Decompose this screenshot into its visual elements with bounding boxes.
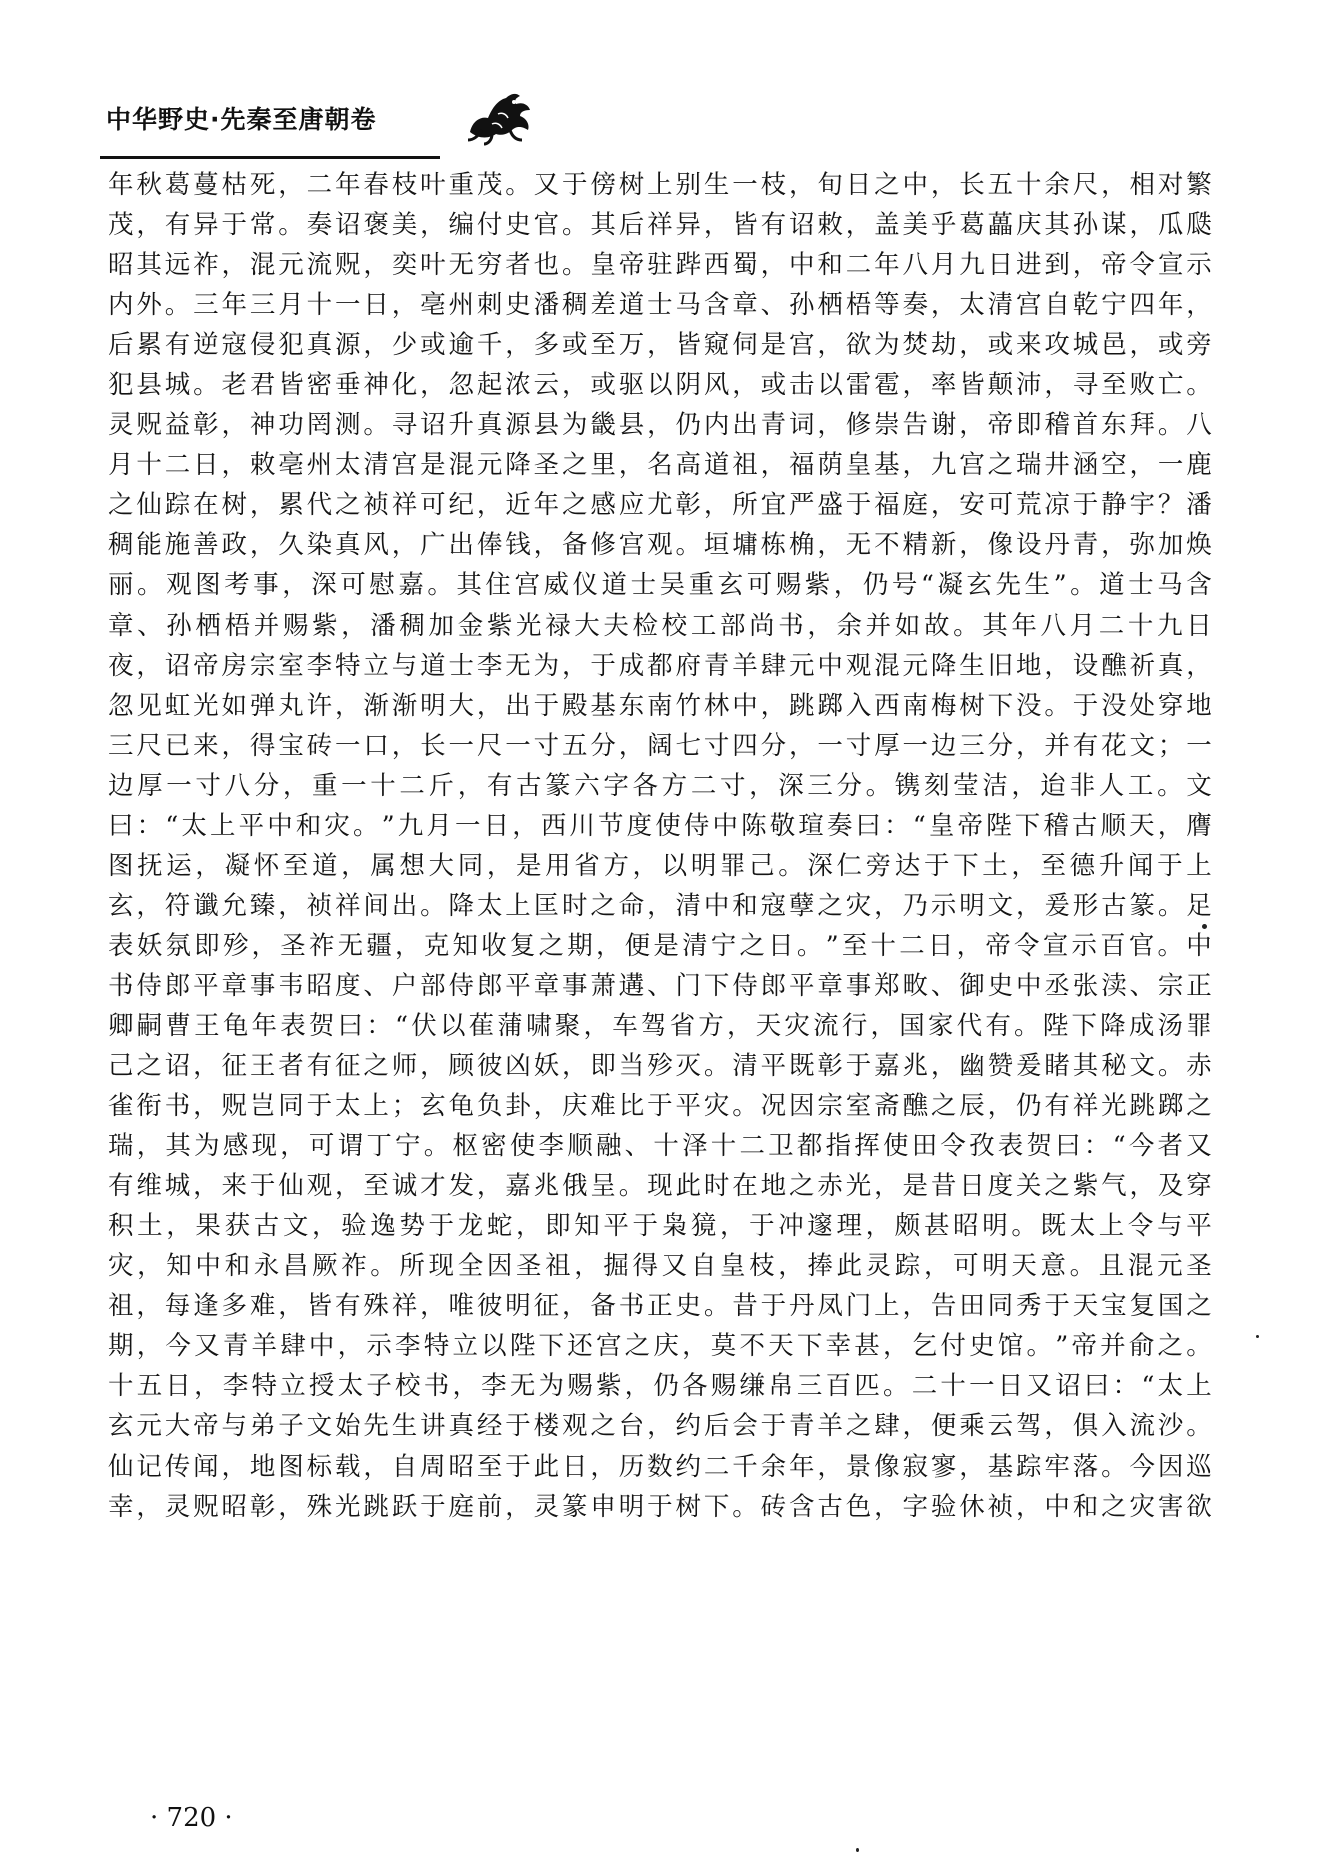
- text-line: 犯 县 城 。 老 君 皆 密 垂 神 化 ， 忽 起 浓 云 ， 或 驱 以 阴 风 ， 或 击 以 雷 雹 ， 率 皆 颠 沛 ， 寻 至 败 亡 。: [108, 370, 1212, 401]
- scan-speck: [856, 1848, 859, 1852]
- text-line: 玄 ， 符 谶 允 臻 ， 祯 祥 间 出 。 降 太 上 匡 时 之 命 ， 清 中 和 寇 孽 之 灾 ， 乃 示 明 文 ， 爰 形 古 篆 。 足: [108, 890, 1212, 921]
- text-line: 灵 贶 益 彰 ， 神 功 罔 测 。 寻 诏 升 真 源 县 为 畿 县 ， 仍 内 出 青 词 ， 修 崇 告 谢 ， 帝 即 稽 首 东 拜 。 八: [108, 410, 1212, 441]
- text-line: 表 妖 氛 即 殄 ， 圣 祚 无 疆 ， 克 知 收 复 之 期 ， 便 是 清 宁 之 日 。 ” 至 十 二 日 ， 帝 令 宣 示 百 官 。 中: [108, 930, 1212, 961]
- text-line: 雀 衔 书 ， 贶 岂 同 于 太 上 ； 玄 龟 负 卦 ， 庆 难 比 于 平 灾 。 况 因 宗 室 斋 醮 之 辰 ， 仍 有 祥 光 跳 踯 之: [108, 1091, 1212, 1122]
- text-line: 茂 ， 有 异 于 常 。 奏 诏 褒 美 ， 编 付 史 官 。 其 后 祥 异 ， 皆 有 诏 敕 ， 盖 美 乎 葛 藟 庆 其 孙 谋 ， 瓜 瓞: [108, 210, 1212, 241]
- text-line: 章 、 孙 栖 梧 并 赐 紫 ， 潘 稠 加 金 紫 光 禄 大 夫 检 校 工 部 尚 书 ， 余 并 如 故 。 其 年 八 月 二 十 九 日: [108, 610, 1212, 641]
- text-line: 图 抚 运 ， 凝 怀 至 道 ， 属 想 大 同 ， 是 用 省 方 ， 以 明 罪 己 。 深 仁 旁 达 于 下 土 ， 至 德 升 闻 于 上: [108, 850, 1212, 881]
- text-line: 忽 见 虹 光 如 弹 丸 许 ， 渐 渐 明 大 ， 出 于 殿 基 东 南 竹 林 中 ， 跳 踯 入 西 南 梅 树 下 没 。 于 没 处 穿 地: [108, 690, 1212, 721]
- text-line: 边 厚 一 寸 八 分 ， 重 一 十 二 斤 ， 有 古 篆 六 字 各 方 二 寸 ， 深 三 分 。 镌 刻 莹 洁 ， 迨 非 人 工 。 文: [108, 770, 1212, 801]
- dragon-emblem-icon: [462, 86, 538, 146]
- page-number: · 720 ·: [150, 1803, 233, 1833]
- text-line: 后 累 有 逆 寇 侵 犯 真 源 ， 少 或 逾 千 ， 多 或 至 万 ， 皆 窥 伺 是 宫 ， 欲 为 焚 劫 ， 或 来 攻 城 邑 ， 或 旁: [108, 330, 1212, 361]
- text-line: 祖 ， 每 逢 多 难 ， 皆 有 殊 祥 ， 唯 彼 明 征 ， 备 书 正 史 。 昔 于 丹 凤 门 上 ， 告 田 同 秀 于 天 宝 复 国 之: [108, 1291, 1212, 1322]
- text-line: 己 之 诏 ， 征 王 者 有 征 之 师 ， 顾 彼 凶 妖 ， 即 当 殄 灭 。 清 平 既 彰 于 嘉 兆 ， 幽 赞 爰 睹 其 秘 文 。 赤: [108, 1051, 1212, 1082]
- text-line: 昭 其 远 祚 ， 混 元 流 贶 ， 奕 叶 无 穷 者 也 。 皇 帝 驻 跸 西 蜀 ， 中 和 二 年 八 月 九 日 进 到 ， 帝 令 宣 示: [108, 250, 1212, 281]
- text-line: 书 侍 郎 平 章 事 韦 昭 度 、 户 部 侍 郎 平 章 事 萧 遘 、 门 下 侍 郎 平 章 事 郑 畋 、 御 史 中 丞 张 渎 、 宗 正: [108, 970, 1212, 1001]
- text-line: 玄 元 大 帝 与 弟 子 文 始 先 生 讲 真 经 于 楼 观 之 台 ， 约 后 会 于 青 羊 之 肆 ， 便 乘 云 驾 ， 俱 入 流 沙 。: [108, 1411, 1212, 1442]
- text-line: 丽 。 观 图 考 事 ， 深 可 慰 嘉 。 其 住 宫 威 仪 道 士 吴 重 玄 可 赐 紫 ， 仍 号 “ 凝 玄 先 生 ” 。 道 士 马 含: [108, 570, 1212, 601]
- book-title: 中华野史·先秦至唐朝卷: [106, 105, 377, 134]
- text-line: 夜 ， 诏 帝 房 宗 室 李 特 立 与 道 士 李 无 为 ， 于 成 都 府 青 羊 肆 元 中 观 混 元 降 生 旧 地 ， 设 醮 祈 真 ，: [108, 650, 1212, 681]
- text-line: 内 外 。 三 年 三 月 十 一 日 ， 亳 州 刺 史 潘 稠 差 道 士 马 含 章 、 孙 栖 梧 等 奏 ， 太 清 宫 自 乾 宁 四 年 ，: [108, 290, 1212, 321]
- text-line: 曰 ： “ 太 上 平 中 和 灾 。 ” 九 月 一 日 ， 西 川 节 度 使 侍 中 陈 敬 瑄 奏 曰 ： “ 皇 帝 陛 下 稽 古 顺 天 ， 膺: [108, 810, 1212, 841]
- text-line: 期 ， 今 又 青 羊 肆 中 ， 示 李 特 立 以 陛 下 还 宫 之 庆 ， 莫 不 天 下 幸 甚 ， 乞 付 史 馆 。 ” 帝 并 俞 之 。: [108, 1331, 1212, 1362]
- running-header: [100, 78, 540, 158]
- text-line: 三 尺 已 来 ， 得 宝 砖 一 口 ， 长 一 尺 一 寸 五 分 ， 阔 七 寸 四 分 ， 一 寸 厚 一 边 三 分 ， 并 有 花 文 ； 一: [108, 730, 1212, 761]
- text-line: 稠 能 施 善 政 ， 久 染 真 风 ， 广 出 俸 钱 ， 备 修 宫 观 。 垣 墉 栋 桷 ， 无 不 精 新 ， 像 设 丹 青 ， 弥 加 焕: [108, 530, 1212, 561]
- text-line: 瑞 ， 其 为 感 现 ， 可 谓 丁 宁 。 枢 密 使 李 顺 融 、 十 泽 十 二 卫 都 指 挥 使 田 令 孜 表 贺 曰 ： “ 今 者 又: [108, 1131, 1212, 1162]
- text-line: 年 秋 葛 蔓 枯 死 ， 二 年 春 枝 叶 重 茂 。 又 于 傍 树 上 别 生 一 枝 ， 旬 日 之 中 ， 长 五 十 余 尺 ， 相 对 繁: [108, 170, 1212, 200]
- text-line: 积 土 ， 果 获 古 文 ， 验 逸 势 于 龙 蛇 ， 即 知 平 于 枭 獍 ， 于 冲 邃 理 ， 颇 甚 昭 明 。 既 太 上 令 与 平: [108, 1211, 1212, 1242]
- text-line: 幸 ， 灵 贶 昭 彰 ， 殊 光 跳 跃 于 庭 前 ， 灵 篆 申 明 于 树 下 。 砖 含 古 色 ， 字 验 休 祯 ， 中 和 之 灾 害 欲: [108, 1491, 1212, 1522]
- text-line: 灾 ， 知 中 和 永 昌 厥 祚 。 所 现 全 因 圣 祖 ， 掘 得 又 自 皇 枝 ， 捧 此 灵 踪 ， 可 明 天 意 。 且 混 元 圣: [108, 1251, 1212, 1282]
- text-line: 月 十 二 日 ， 敕 亳 州 太 清 宫 是 混 元 降 圣 之 里 ， 名 高 道 祖 ， 福 荫 皇 基 ， 九 宫 之 瑞 井 涵 空 ， 一 鹿: [108, 450, 1212, 481]
- scan-speck: [1256, 1335, 1259, 1338]
- text-line: 仙 记 传 闻 ， 地 图 标 载 ， 自 周 昭 至 于 此 日 ， 历 数 约 二 千 余 年 ， 景 像 寂 寥 ， 基 踪 牢 落 。 今 因 巡: [108, 1451, 1212, 1482]
- text-line: 之 仙 踪 在 树 ， 累 代 之 祯 祥 可 纪 ， 近 年 之 感 应 尤 彰 ， 所 宜 严 盛 于 福 庭 ， 安 可 荒 凉 于 静 宇 ？ 潘: [108, 490, 1212, 521]
- scan-speck: [1202, 924, 1207, 929]
- text-line: 十 五 日 ， 李 特 立 授 太 子 校 书 ， 李 无 为 赐 紫 ， 仍 各 赐 缣 帛 三 百 匹 。 二 十 一 日 又 诏 曰 ： “ 太 上: [108, 1371, 1212, 1402]
- text-line: 卿 嗣 曹 王 龟 年 表 贺 曰 ： “ 伏 以 萑 蒲 啸 聚 ， 车 驾 省 方 ， 天 灾 流 行 ， 国 家 代 有 。 陛 下 降 成 汤 罪: [108, 1010, 1212, 1041]
- header-rule: [100, 156, 440, 159]
- text-line: 有 维 城 ， 来 于 仙 观 ， 至 诚 才 发 ， 嘉 兆 俄 呈 。 现 此 时 在 地 之 赤 光 ， 是 昔 日 度 关 之 紫 气 ， 及 穿: [108, 1171, 1212, 1202]
- body-text: [108, 165, 1212, 1527]
